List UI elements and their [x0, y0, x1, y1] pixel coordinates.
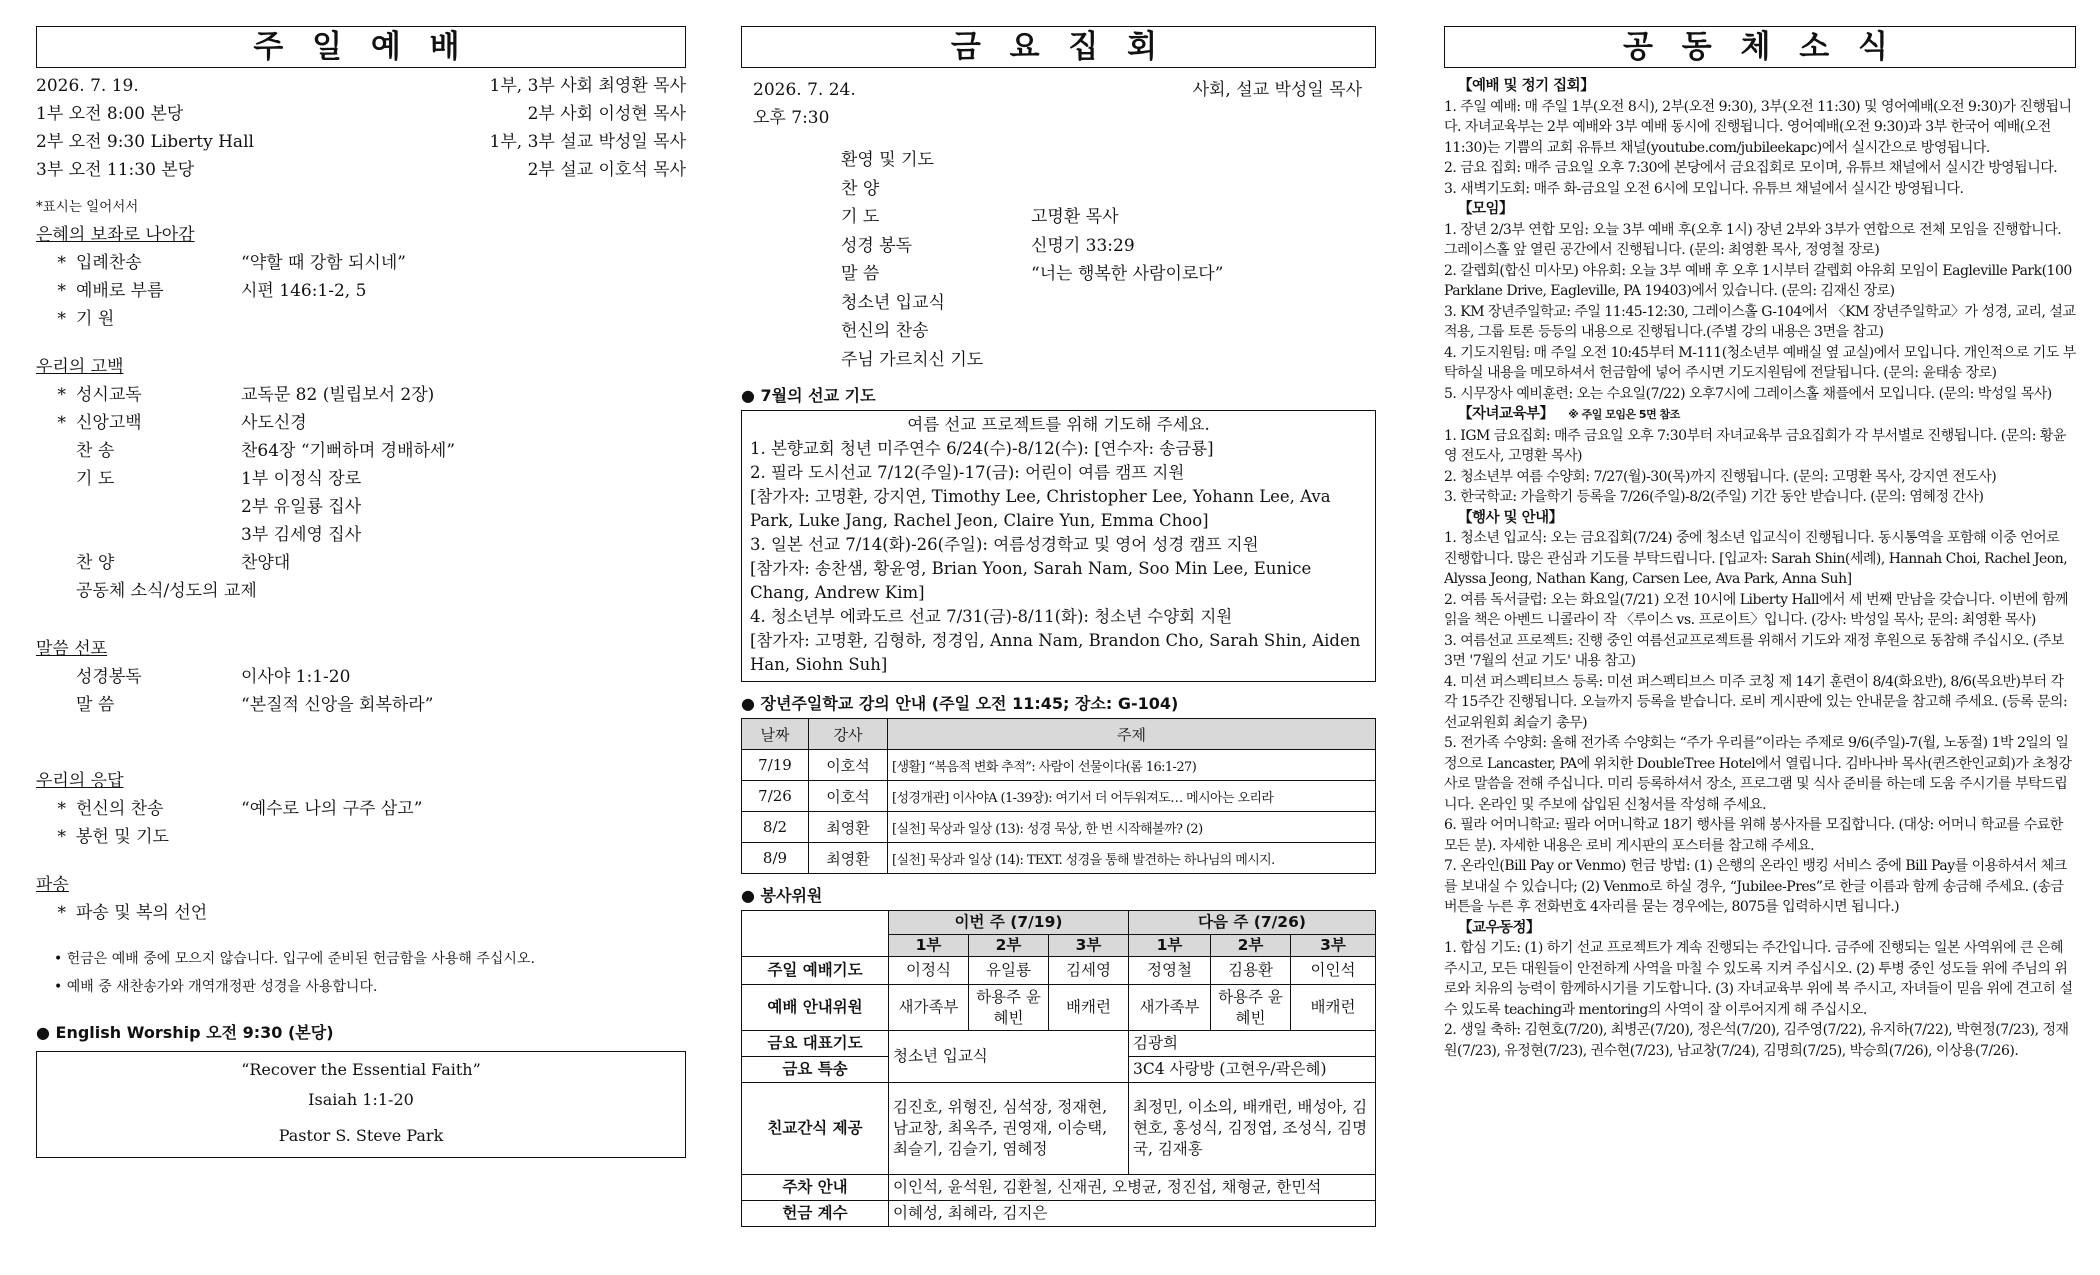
english-pastor: Pastor S. Steve Park [278, 1126, 444, 1145]
part-header: 1부 [889, 935, 969, 957]
lecture-topic: [실천] 묵상과 일상 (13): 성경 묵상, 한 번 시작해볼까? (2) [888, 812, 1376, 843]
news-heading-note: ※ 주일 모임은 5면 참조 [1568, 408, 1680, 421]
news-paragraph: 4. 미션 퍼스펙티브스 등록: 미션 퍼스펙티브스 미주 코칭 제 14기 훈련이 8/4(화요반), 8/6(목요반)부터 각각 15주간 진행됩니다. 오늘까지 등록을 받습니다. 로비 게시판에 있는 안내문을 참고해 주세요. (등록 문의: 선교위원회 최슬기 총무) [1444, 673, 2068, 731]
table-row [742, 781, 1376, 812]
stand-marker [36, 549, 76, 577]
news-title: 공 동 체 소 식 [1444, 26, 2076, 68]
part-header: 2부 [969, 935, 1049, 957]
order-value [169, 823, 686, 851]
part-header: 1부 [1129, 935, 1211, 957]
sunday-column [36, 26, 686, 1158]
lecture-col-date: 날짜 [742, 719, 809, 750]
order-value: 이사야 1:1-20 [241, 667, 351, 687]
part-header: 3부 [1049, 935, 1129, 957]
section-title: 파송 [36, 875, 69, 895]
sunday-service-1: 1부 오전 8:00 본당 [36, 104, 184, 124]
offering-note: • 헌금은 예배 중에 모으지 않습니다. 입구에 준비된 헌금함을 사용해 주십시오. [54, 951, 535, 967]
table-cell: 김세영 [1049, 957, 1129, 985]
order-value: “너는 행복한 사람이로다” [1031, 264, 1224, 284]
table-cell: 김진호, 위형진, 심석장, 정재현, 남교창, 최옥주, 권영재, 이승택, 최슬기, 김슬기, 염혜정 [889, 1083, 1129, 1175]
news-heading [1458, 404, 2076, 426]
section-title: 은혜의 보좌로 나아감 [36, 225, 195, 245]
friday-order-item [841, 317, 1376, 346]
table-cell: 정영철 [1129, 957, 1211, 985]
lecture-col-teacher: 강사 [809, 719, 888, 750]
row-label: 헌금 계수 [742, 1201, 889, 1227]
news-column [1444, 26, 2076, 1061]
mission-heading: ● 7월의 선교 기도 [741, 386, 876, 405]
stand-marker: * [57, 253, 66, 273]
lecture-date: 8/9 [742, 843, 809, 874]
table-cell: 이인석 [1291, 957, 1376, 985]
lecture-topic: [성경개관] 이사야A (1-39장): 여기서 더 어두워져도… 메시아는 오리라 [888, 781, 1376, 812]
order-label [76, 493, 241, 521]
order-item [36, 663, 686, 691]
news-paragraph: 5. 시무장사 예비훈련: 오는 수요일(7/22) 오후7시에 그레이스홀 채플에서 모입니다. (문의: 박성일 목사) [1444, 385, 2052, 402]
stand-marker: * [57, 413, 66, 433]
order-value: “본질적 신앙을 회복하라” [241, 695, 434, 715]
mission-line: [참가자: 송찬샘, 황윤영, Brian Yoon, Sarah Nam, Soo Min Lee, Eunice Chang, Andrew Kim] [750, 559, 1312, 602]
stand-marker: * [57, 827, 66, 847]
news-heading: 【예배 및 정기 집회】 [1458, 78, 1595, 94]
order-label: 말 씀 [841, 264, 880, 284]
stand-marker: * [57, 799, 66, 819]
order-item [36, 899, 686, 927]
table-cell: 최정민, 이소의, 배캐런, 배성아, 김현호, 홍성식, 김정엽, 조성식, 김명국, 김재홍 [1129, 1083, 1376, 1175]
order-value: 고명환 목사 [1031, 207, 1119, 227]
order-label: 예배로 부름 [76, 281, 164, 301]
stand-marker [36, 577, 76, 605]
table-cell: 이정식 [889, 957, 969, 985]
news-paragraph: 3. 여름선교 프로젝트: 진행 중인 여름선교프로젝트를 위해서 기도와 재정 후원으로 동참해 주십시오. (주보 3면 '7월의 선교 기도' 내용 참고) [1444, 632, 2064, 669]
mission-line: 3. 일본 선교 7/14(화)-26(주일): 여름성경학교 및 영어 성경 캠프 지원 [750, 535, 1259, 554]
news-paragraph: 1. 청소년 입교식: 오는 금요집회(7/24) 중에 청소년 입교식이 진행됩니다. 동시통역을 포함해 이중 언어로 진행합니다. 많은 관심과 기도를 부탁드립니다. [입교자: Sarah Shin(세례), Hannah Choi, Rachel Jeon, Alyssa Jeong, Nathan Kang, Carsen Lee, Ava Park, Anna Suh] [1444, 530, 2068, 587]
english-sermon-title: “Recover the Essential Faith” [241, 1060, 481, 1079]
lecture-date: 7/19 [742, 750, 809, 781]
order-label: 기 도 [841, 207, 880, 227]
order-label: 파송 및 복의 선언 [76, 903, 208, 923]
table-row [742, 812, 1376, 843]
stand-marker [36, 493, 76, 521]
mission-line: 2. 필라 도시선교 7/12(주일)-17(금): 어린이 여름 캠프 지원 [750, 463, 1185, 482]
order-value: 찬양대 [241, 553, 291, 573]
news-heading: 【교우동정】 [1458, 919, 1541, 936]
table-cell: 하용주 윤혜빈 [1211, 985, 1291, 1031]
order-list [36, 249, 686, 333]
sunday-schedule [36, 72, 686, 184]
volunteer-corner [742, 911, 889, 957]
order-value [207, 899, 686, 927]
table-row [742, 750, 1376, 781]
section-title: 우리의 고백 [36, 357, 124, 377]
order-label: 기 도 [76, 469, 115, 489]
table-row [742, 843, 1376, 874]
friday-order-item [841, 232, 1376, 261]
news-heading-text: 【자녀교육부】 [1458, 406, 1554, 422]
news-paragraph: 2. 갈렙회(합신 미사모) 야유회: 오늘 3부 예배 후 오후 1시부터 갈렙회 야유회 모임이 Eagleville Park(100 Parklane Drive, Eagleville, PA 19403)에서 있습니다. (문의: 김재신 장로) [1444, 262, 2072, 299]
news-paragraph: 1. 주일 예배: 매 주일 1부(오전 8시), 2부(오전 9:30), 3부(오전 11:30) 및 영어예배(오전 9:30)가 진행됩니다. 자녀교육부는 2부 예배와 3부 예배 동시에 진행됩니다. 영어예배(오전 9:30)과 3부 한국어 예배(오전 11:30)는 기쁨의 교회 유튜브 채널(youtube.com/jubileekapc)에서 실시간으로 방영됩니다. [1444, 98, 2072, 156]
order-item [36, 795, 686, 823]
table-cell: 새가족부 [889, 985, 969, 1031]
stand-note: *표시는 일어서서 [36, 199, 139, 215]
table-cell: 청소년 입교식 [889, 1031, 1129, 1083]
friday-time: 오후 7:30 [753, 108, 830, 128]
order-value [241, 305, 686, 333]
order-item [36, 549, 686, 577]
bible-note: • 예배 중 새찬송가와 개역개정판 성경을 사용합니다. [54, 979, 378, 995]
mission-line: [참가자: 고명환, 강지연, Timothy Lee, Christopher Lee, Yohann Lee, Ava Park, Luke Jang, Rachel Jeon, Claire Yun, Emma Choo] [750, 487, 1331, 530]
table-cell: 새가족부 [1129, 985, 1211, 1031]
friday-order-item [841, 203, 1376, 232]
table-cell: 김용환 [1211, 957, 1291, 985]
sunday-role-1: 1부, 3부 사회 최영환 목사 [489, 76, 686, 96]
sunday-service-2: 2부 오전 9:30 Liberty Hall [36, 132, 254, 152]
order-item [36, 437, 686, 465]
row-label: 주차 안내 [742, 1175, 889, 1201]
order-value: 시편 146:1-2, 5 [241, 281, 367, 301]
order-item [36, 493, 686, 521]
friday-order-item [841, 146, 1376, 175]
order-list [36, 663, 686, 719]
news-paragraph: 1. 장년 2/3부 연합 모임: 오늘 3부 예배 후(오후 1시) 장년 2부와 3부가 연합으로 전체 모임을 진행합니다. 그레이스홀 앞 열린 공간에서 진행됩니다. (문의: 최영환 목사, 정영철 장로) [1444, 221, 2062, 258]
order-label: 공동체 소식/성도의 교제 [76, 581, 257, 601]
order-value: “예수로 나의 구주 삼고” [241, 799, 423, 819]
table-cell: 하용주 윤혜빈 [969, 985, 1049, 1031]
order-label: 말 씀 [76, 695, 115, 715]
english-scripture: Isaiah 1:1-20 [308, 1090, 414, 1109]
order-value: 1부 이정식 장로 [241, 469, 362, 489]
order-label: 찬 양 [841, 178, 880, 199]
friday-leader: 사회, 설교 박성일 목사 [1192, 80, 1362, 100]
order-list [36, 899, 686, 927]
lecture-teacher: 이호석 [809, 750, 888, 781]
order-value: 찬64장 “기뻐하며 경배하세” [241, 441, 456, 461]
table-cell: 김광희 [1129, 1031, 1376, 1057]
order-label: 주님 가르치신 기도 [841, 349, 984, 370]
row-label: 친교간식 제공 [742, 1083, 889, 1175]
stand-marker [36, 691, 76, 719]
sunday-service-3: 3부 오전 11:30 본당 [36, 160, 195, 180]
lecture-date: 8/2 [742, 812, 809, 843]
order-label: 청소년 입교식 [841, 292, 945, 313]
friday-order-list [741, 146, 1376, 374]
order-value: 2부 유일룡 집사 [241, 497, 362, 517]
order-label: 성시교독 [76, 385, 142, 405]
stand-marker: * [57, 309, 66, 329]
news-paragraph: 3. KM 장년주일학교: 주일 11:45-12:30, 그레이스홀 G-104에서 〈KM 장년주일학교〉가 성경, 교리, 설교 적용, 그룹 토론 등등의 내용으로 진행됩니다.(주별 강의 내용은 3면을 참고) [1444, 303, 2076, 340]
order-item [36, 465, 686, 493]
order-item [36, 521, 686, 549]
news-paragraph: 6. 필라 어머니학교: 필라 어머니학교 18기 행사를 위해 봉사자를 모집합니다. (대상: 어머니 학교를 수료한 모든 분). 자세한 내용은 로비 게시판의 포스터를 참고해 주세요. [1444, 817, 2063, 854]
order-label: 찬 송 [76, 441, 115, 461]
friday-info [741, 76, 1376, 132]
order-label: 입례찬송 [76, 253, 142, 273]
mission-line: 4. 청소년부 에콰도르 선교 7/31(금)-8/11(화): 청소년 수양회 지원 [750, 607, 1233, 626]
lecture-date: 7/26 [742, 781, 809, 812]
row-label: 금요 특송 [742, 1057, 889, 1083]
row-label: 주일 예배기도 [742, 957, 889, 985]
order-item [36, 381, 686, 409]
order-list [36, 795, 686, 851]
sunday-role-4: 2부 설교 이호석 목사 [527, 160, 686, 180]
news-paragraph: 2. 여름 독서클럽: 오는 화요일(7/21) 오전 10시에 Liberty Hall에서 세 번째 만남을 갖습니다. 이번에 함께 읽을 책은 아벤드 니콜라이 작 〈루이스 vs. 프로이트〉입니다. (강사: 박성일 목사; 문의: 최영환 목사) [1444, 591, 2069, 628]
friday-order-item [841, 289, 1376, 318]
mission-line: [참가자: 고명환, 김형하, 정경임, Anna Nam, Brandon Cho, Sarah Shin, Aiden Han, Siohn Suh] [750, 631, 1361, 674]
table-cell: 유일룡 [969, 957, 1049, 985]
table-cell: 배캐런 [1049, 985, 1129, 1031]
lecture-topic: [생활] “복음적 변화 추적”: 사람이 선물이다(롬 16:1-27) [888, 750, 1376, 781]
stand-marker [36, 465, 76, 493]
friday-order-item [841, 260, 1376, 289]
order-value: 교독문 82 (빌립보서 2장) [241, 385, 435, 405]
order-label: 환영 및 기도 [841, 150, 934, 170]
lecture-teacher: 이호석 [809, 781, 888, 812]
english-worship-heading: ● English Worship 오전 9:30 (본당) [36, 1023, 334, 1042]
order-label: 헌신의 찬송 [76, 799, 164, 819]
section-title: 말씀 선포 [36, 639, 108, 659]
stand-marker [36, 521, 76, 549]
order-label: 헌신의 찬송 [841, 321, 929, 341]
friday-order-item [841, 346, 1376, 375]
mission-intro: 여름 선교 프로젝트를 위해 기도해 주세요. [907, 415, 1210, 434]
order-item [36, 577, 686, 605]
news-heading: 【모임】 [1458, 201, 1514, 217]
table-cell: 3C4 사랑방 (고현우/곽은혜) [1129, 1057, 1376, 1083]
stand-marker: * [57, 281, 66, 301]
friday-column [741, 26, 1376, 1227]
volunteer-table [741, 910, 1376, 1227]
lecture-topic: [실천] 묵상과 일상 (14): TEXT. 성경을 통해 발견하는 하나님의 메시지. [888, 843, 1376, 874]
sunday-role-2: 2부 사회 이성현 목사 [527, 104, 686, 124]
english-worship-box [36, 1051, 686, 1158]
part-header: 3부 [1291, 935, 1376, 957]
order-item [36, 305, 686, 333]
lecture-heading: ● 장년주일학교 강의 안내 (주일 오전 11:45; 장소: G-104) [741, 694, 1179, 713]
lecture-table [741, 718, 1376, 874]
news-paragraph: 1. 합심 기도: (1) 하기 선교 프로젝트가 계속 진행되는 주간입니다. 금주에 진행되는 일본 사역위에 큰 은혜 주시고, 모든 대원들이 안전하게 사역을 마칠 수 있도록 지켜 주십시오. (2) 투병 중인 성도들 위에 주님의 위로와 치유의 능력이 함께하시기를 기도합니다. (3) 자녀교육부 위에 복 주시고, 자녀들이 믿음 위에 견고히 설 수 있도록 teaching과 mentoring의 사역이 잘 이루어지게 해 주십시오. [1444, 940, 2073, 1018]
this-week-header: 이번 주 (7/19) [889, 911, 1129, 935]
table-cell: 배캐런 [1291, 985, 1376, 1031]
stand-marker [36, 437, 76, 465]
order-label: 성경봉독 [76, 667, 142, 687]
row-label: 금요 대표기도 [742, 1031, 889, 1057]
order-list [36, 381, 686, 605]
table-cell: 이인석, 윤석원, 김환철, 신재권, 오병균, 정진섭, 채형균, 한민석 [889, 1175, 1376, 1201]
order-value: 사도신경 [241, 413, 307, 433]
order-item [36, 249, 686, 277]
stand-marker [36, 663, 76, 691]
order-label: 신앙고백 [76, 413, 142, 433]
order-value [257, 577, 686, 605]
order-label: 기 원 [76, 309, 115, 329]
news-paragraph: 2. 청소년부 여름 수양회: 7/27(월)-30(목)까지 진행됩니다. (문의: 고명환 목사, 강지연 전도사) [1444, 468, 1997, 485]
sunday-title: 주 일 예 배 [36, 26, 686, 68]
part-header: 2부 [1211, 935, 1291, 957]
stand-marker: * [57, 385, 66, 405]
order-value: 3부 김세영 집사 [241, 525, 362, 545]
order-label [76, 521, 241, 549]
order-label: 찬 양 [76, 553, 115, 573]
news-heading: 【행사 및 안내】 [1458, 509, 1563, 526]
section-title: 우리의 응답 [36, 771, 124, 791]
mission-prayer-box [741, 410, 1376, 682]
order-value: 신명기 33:29 [1031, 235, 1135, 256]
news-paragraph: 3. 새벽기도회: 매주 화-금요일 오전 6시에 모입니다. 유튜브 채널에서 실시간 방영됩니다. [1444, 180, 1964, 197]
news-paragraph: 4. 기도지원팀: 매 주일 오전 10:45부터 M-111(청소년부 예배실 옆 교실)에서 모입니다. 개인적으로 기도 부탁하실 내용을 메모하셔서 헌금함에 넣어 주시면 기도지원팀에 전달됩니다. (문의: 윤태송 장로) [1444, 344, 2076, 381]
mission-line: 1. 본향교회 청년 미주연수 6/24(수)-8/12(수): [연수자: 송금룡] [750, 439, 1214, 458]
order-item [36, 277, 686, 305]
order-label: 봉헌 및 기도 [76, 827, 169, 847]
table-cell: 이혜성, 최혜라, 김지은 [889, 1201, 1376, 1227]
volunteer-heading: ● 봉사위원 [741, 886, 823, 905]
friday-date: 2026. 7. 24. [753, 80, 856, 100]
news-paragraph: 7. 온라인(Bill Pay or Venmo) 헌금 방법: (1) 은행의 온라인 뱅킹 서비스 중에 Bill Pay를 이용하셔서 체크를 보내실 수 있습니다; (2) Venmo로 하실 경우, “Jubilee-Pres”로 한글 이름과 함께 송금해 주세요. (송금 버튼을 누른 후 전화번호 4자리를 묻는 경우에는, 8075를 입력하시면 됩니다.) [1444, 858, 2067, 915]
news-paragraph: 2. 생일 축하: 김현호(7/20), 최병곤(7/20), 정은석(7/20), 김주영(7/22), 유지하(7/22), 박현정(7/23), 정재원(7/23), 유정현(7/23), 권수현(7/23), 남교창(7/24), 김명희(7/25), 박승희(7/26), 이상용(7/26). [1444, 1022, 2069, 1059]
order-item [36, 691, 686, 719]
next-week-header: 다음 주 (7/26) [1129, 911, 1376, 935]
stand-marker: * [57, 903, 66, 923]
news-paragraph: 5. 전가족 수양회: 올해 전가족 수양회는 “주가 우리를”이라는 주제로 9/6(주일)-7(월, 노동절) 1박 2일의 일정으로 Lancaster, PA에 위치한 DoubleTree Hotel에서 열립니다. 김바나바 목사(퀸즈한인교회)가 초청강사로 말씀을 전해 주십니다. 미리 등록하셔서 장소, 프로그램 및 식사 준비를 하는데 도움 주시기를 부탁드립니다. 온라인 및 주보에 삽입된 신청서를 작성해 주세요. [1444, 735, 2072, 813]
row-label: 예배 안내위원 [742, 985, 889, 1031]
friday-order-item [841, 175, 1376, 204]
order-item [36, 823, 686, 851]
lecture-teacher: 최영환 [809, 812, 888, 843]
news-body [1444, 76, 2076, 1061]
lecture-teacher: 최영환 [809, 843, 888, 874]
news-paragraph: 2. 금요 집회: 매주 금요일 오후 7:30에 본당에서 금요집회로 모이며, 유튜브 채널에서 실시간 방영됩니다. [1444, 160, 2058, 176]
sunday-date: 2026. 7. 19. [36, 76, 139, 96]
friday-title: 금 요 집 회 [741, 26, 1376, 68]
order-value: “약할 때 강함 되시네” [241, 253, 406, 273]
sunday-role-3: 1부, 3부 설교 박성일 목사 [489, 132, 686, 152]
lecture-col-topic: 주제 [888, 719, 1376, 750]
news-paragraph: 3. 한국학교: 가을학기 등록을 7/26(주일)-8/2(주일) 기간 동안 받습니다. (문의: 염혜정 간사) [1444, 489, 1984, 505]
news-paragraph: 1. IGM 금요집회: 매주 금요일 오후 7:30부터 자녀교육부 금요집회가 각 부서별로 진행됩니다. (문의: 황윤영 전도사, 고명환 목사) [1444, 427, 2066, 464]
order-label: 성경 봉독 [841, 235, 913, 256]
order-item [36, 409, 686, 437]
